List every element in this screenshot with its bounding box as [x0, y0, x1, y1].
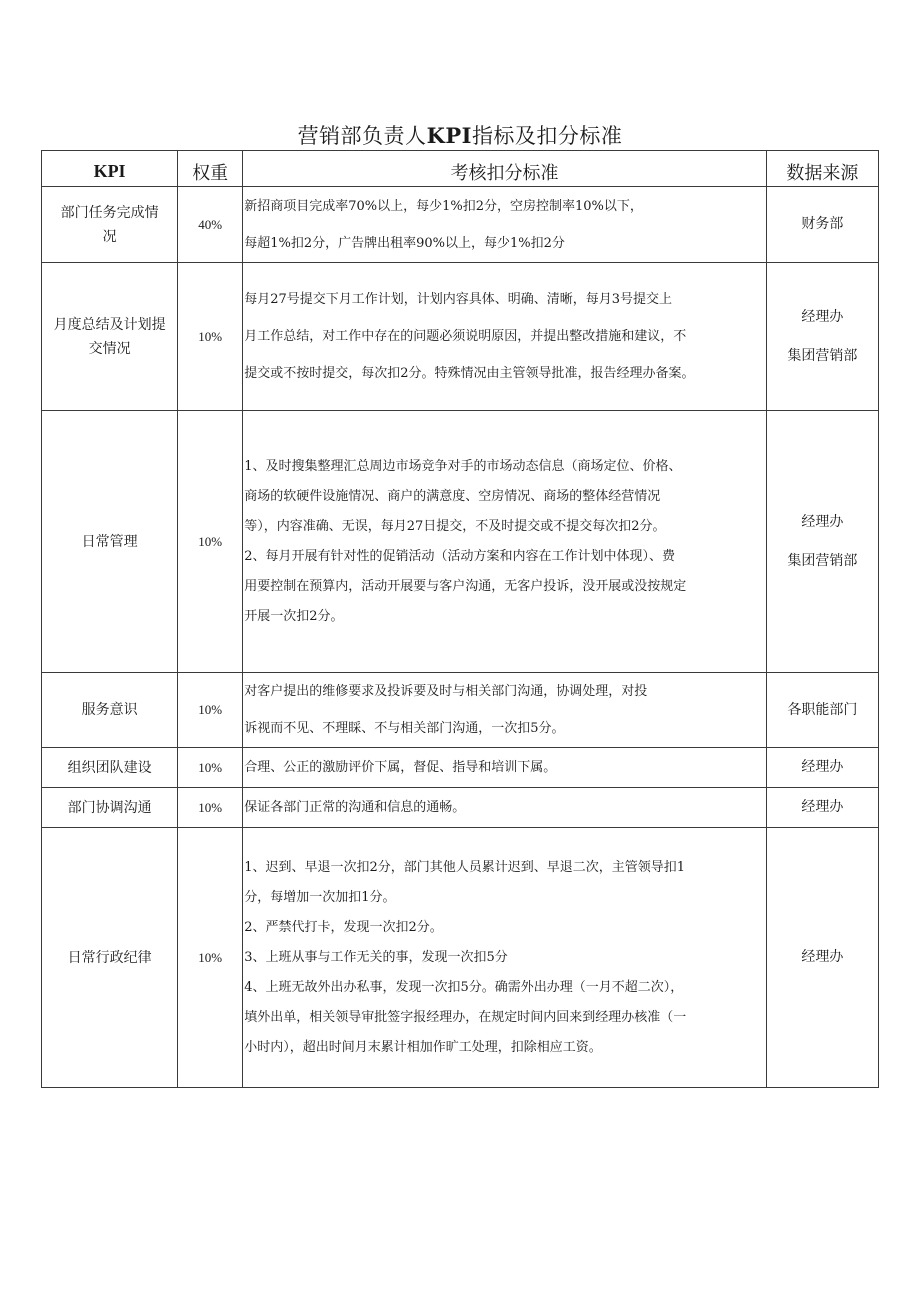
cell-source — [766, 748, 878, 788]
kpi-name-line: 日常管理 — [81, 533, 138, 550]
table-row — [42, 748, 879, 788]
source-line: 财务部 — [801, 216, 844, 232]
source-line: 集团营销部 — [787, 552, 858, 569]
table-row — [42, 828, 879, 1088]
cell-weight: 10% — [178, 788, 243, 828]
cell-weight: 10% — [178, 748, 243, 788]
kpi-name-line: 况 — [102, 228, 117, 245]
cell-source — [766, 673, 878, 748]
kpi-name-line: 月度总结及计划提 — [53, 316, 166, 333]
cell-source — [766, 828, 878, 1088]
criteria-line: 保证各部门正常的沟通和信息的通畅。 — [244, 800, 466, 815]
kpi-table — [41, 150, 879, 1088]
cell-kpi — [42, 788, 178, 828]
source-line: 经理办 — [801, 513, 844, 530]
criteria-line: 诉视而不见、不理睬、不与相关部门沟通，一次扣5分。 — [244, 721, 565, 736]
criteria-line: 填外出单，相关领导审批签字报经理办，在规定时间内回来到经理办核准（一 — [244, 1009, 687, 1025]
page-title — [0, 120, 920, 150]
header-source: 数据来源 — [766, 151, 878, 187]
criteria-line: 月工作总结，对工作中存在的问题必须说明原因，并提出整改措施和建议，不 — [244, 329, 687, 344]
kpi-name-line: 日常行政纪律 — [67, 949, 152, 966]
cell-criteria — [243, 788, 767, 828]
table-row — [42, 788, 879, 828]
kpi-name-line: 组织团队建设 — [67, 759, 152, 776]
criteria-line: 用要控制在预算内，活动开展要与客户沟通，无客户投诉，没开展或没按规定 — [244, 578, 687, 594]
criteria-line: 商场的软硬件设施情况、商户的满意度、空房情况、商场的整体经营情况 — [244, 488, 661, 504]
kpi-name-line: 交情况 — [88, 340, 131, 357]
criteria-line: 等），内容准确、无误，每月27日提交，不及时提交或不提交每次扣2分。 — [244, 518, 666, 534]
title-kpi: KPI — [426, 123, 472, 148]
kpi-name-line: 部门协调沟通 — [67, 799, 152, 816]
cell-kpi — [42, 673, 178, 748]
cell-kpi — [42, 411, 178, 673]
cell-weight: 40% — [178, 187, 243, 263]
cell-source — [766, 788, 878, 828]
criteria-line: 2、严禁代打卡，发现一次扣2分。 — [244, 919, 443, 935]
table-row — [42, 411, 879, 673]
source-line: 各职能部门 — [787, 701, 858, 718]
cell-criteria — [243, 411, 767, 673]
header-kpi: KPI — [42, 151, 178, 187]
cell-kpi — [42, 187, 178, 263]
criteria-line: 2、每月开展有针对性的促销活动（活动方案和内容在工作计划中体现）、费 — [244, 548, 675, 564]
cell-weight: 10% — [178, 263, 243, 411]
table-row — [42, 187, 879, 263]
kpi-name-line: 部门任务完成情 — [60, 204, 159, 221]
criteria-line: 1、迟到、早退一次扣2分，部门其他人员累计迟到、早退二次，主管领导扣1 — [244, 859, 686, 875]
criteria-line: 小时内），超出时间月末累计相加作旷工处理，扣除相应工资。 — [244, 1039, 602, 1055]
header-criteria: 考核扣分标准 — [243, 151, 767, 187]
cell-criteria — [243, 263, 767, 411]
cell-weight: 10% — [178, 411, 243, 673]
title-suffix: 指标及扣分标准 — [471, 124, 623, 148]
table-body — [42, 187, 879, 1088]
criteria-line: 每超1%扣2分，广告牌出租率90%以上，每少1%扣2分 — [244, 235, 565, 251]
cell-kpi — [42, 828, 178, 1088]
title-prefix: 营销部负责人 — [297, 124, 427, 148]
cell-weight: 10% — [178, 673, 243, 748]
cell-criteria — [243, 187, 767, 263]
source-line: 经理办 — [801, 949, 844, 965]
cell-criteria — [243, 673, 767, 748]
cell-source — [766, 187, 878, 263]
cell-kpi — [42, 263, 178, 411]
table-header-row — [42, 151, 879, 187]
criteria-line: 对客户提出的维修要求及投诉要及时与相关部门沟通，协调处理，对投 — [244, 684, 648, 699]
source-line: 经理办 — [801, 308, 844, 325]
cell-criteria — [243, 828, 767, 1088]
criteria-line: 新招商项目完成率70%以上，每少1%扣2分，空房控制率10%以下， — [244, 198, 643, 214]
criteria-line: 3、上班从事与工作无关的事，发现一次扣5分 — [244, 949, 508, 965]
source-line: 经理办 — [801, 759, 844, 775]
criteria-line: 4、上班无故外出办私事，发现一次扣5分。确需外出办理（一月不超二次）， — [244, 979, 684, 995]
source-line: 经理办 — [801, 799, 844, 815]
cell-weight: 10% — [178, 828, 243, 1088]
cell-source — [766, 411, 878, 673]
criteria-line: 每月27号提交下月工作计划，计划内容具体、明确、清晰，每月3号提交上 — [244, 292, 673, 307]
source-line: 集团营销部 — [787, 347, 858, 364]
cell-source — [766, 263, 878, 411]
criteria-line: 1、及时搜集整理汇总周边市场竞争对手的市场动态信息（商场定位、价格、 — [244, 458, 682, 474]
criteria-line: 分，每增加一次加扣1分。 — [244, 889, 396, 905]
table-row — [42, 263, 879, 411]
kpi-name-line: 服务意识 — [81, 702, 138, 718]
table-row — [42, 673, 879, 748]
criteria-line: 开展一次扣2分。 — [244, 608, 344, 624]
header-weight: 权重 — [178, 151, 243, 187]
cell-kpi — [42, 748, 178, 788]
cell-criteria — [243, 748, 767, 788]
criteria-line: 合理、公正的激励评价下属，督促、指导和培训下属。 — [244, 760, 557, 775]
criteria-line: 提交或不按时提交，每次扣2分。特殊情况由主管领导批准，报告经理办备案。 — [244, 366, 695, 381]
